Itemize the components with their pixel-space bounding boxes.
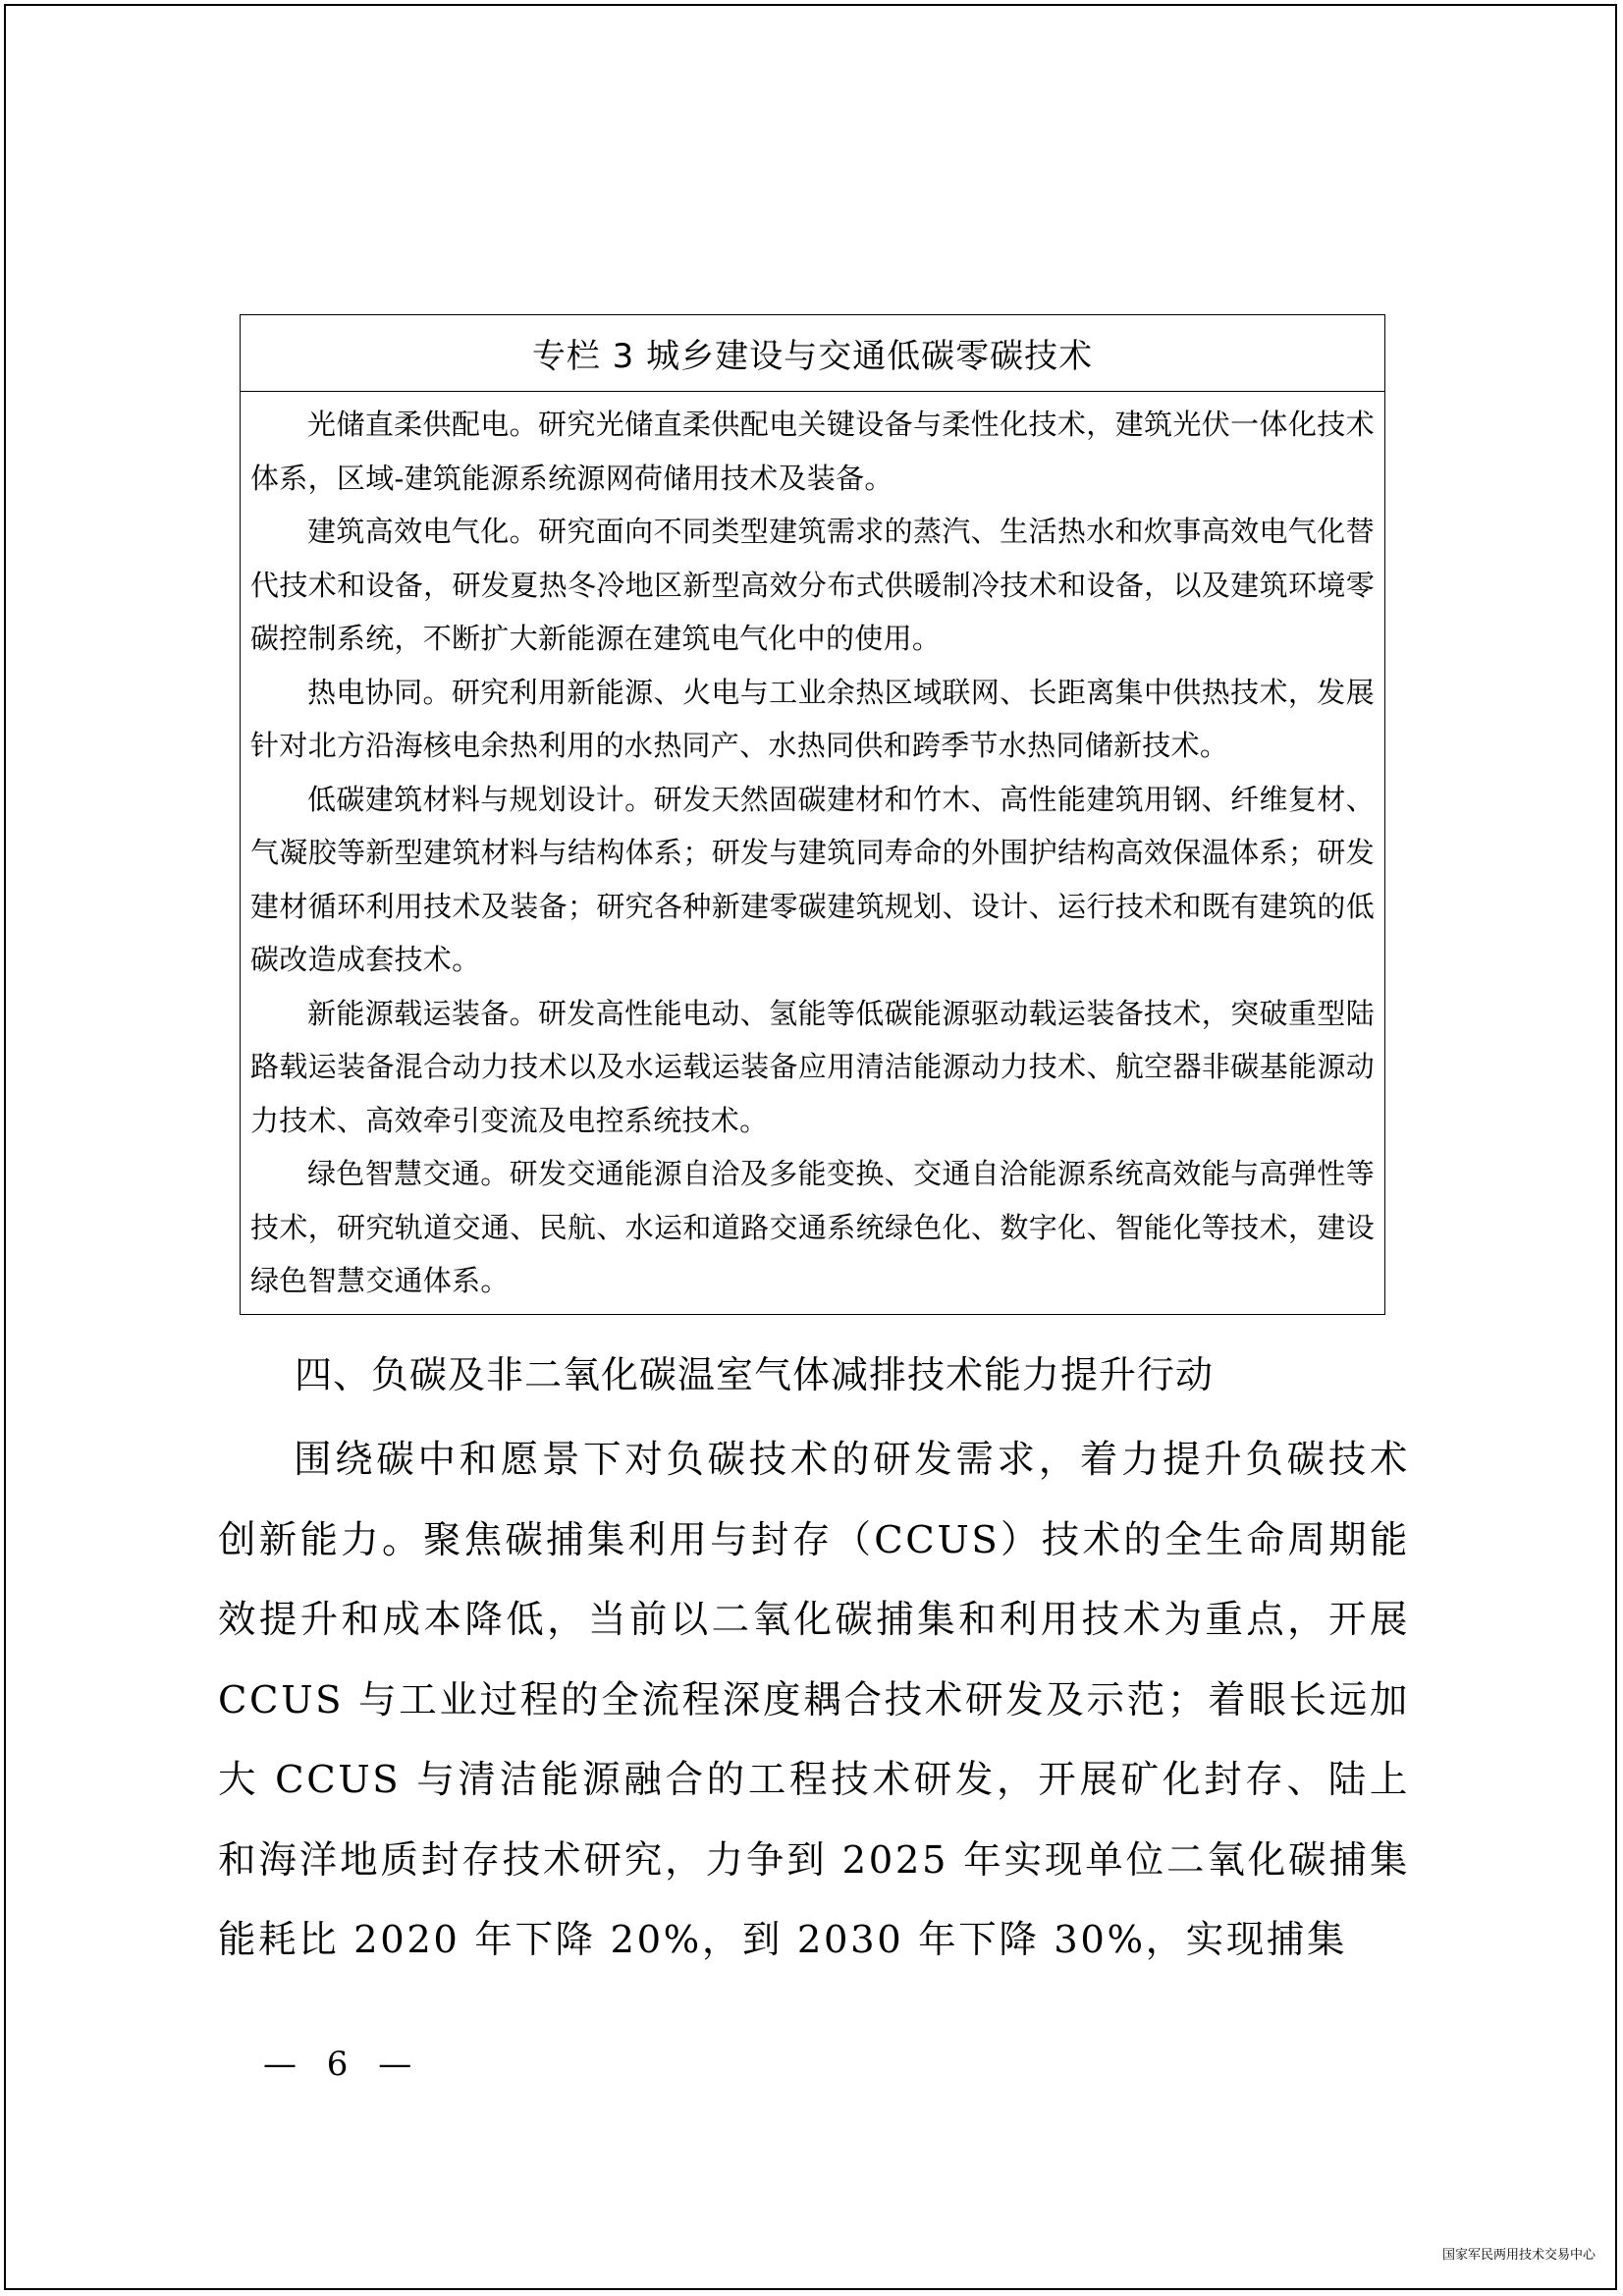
box-title: 专栏 3 城乡建设与交通低碳零碳技术 [241, 315, 1384, 392]
body-paragraph: 围绕碳中和愿景下对负碳技术的研发需求，着力提升负碳技术创新能力。聚焦碳捕集利用与封存（CCUS）技术的全生命周期能效提升和成本降低，当前以二氧化碳捕集和利用技术为重点，开展 CCUS 与工业过程的全流程深度耦合技术研发及示范；着眼长远加大 CCUS 与清洁能源融合的工程技术研发，开展矿化封存、陆上和海洋地质封存技术研究，力争到 2025 年实现单位二氧化碳捕集能耗比 2020 年下降 20%，到 2030 年下降 30%，实现捕集 [218, 1438, 1410, 1962]
box-body [241, 392, 1384, 1308]
box-paragraph: 光储直柔供配电。研究光储直柔供配电关键设备与柔性化技术，建筑光伏一体化技术体系，区域-建筑能源系统源网荷储用技术及装备。 [250, 408, 1375, 495]
sidebar-box [240, 314, 1385, 1315]
page-number: — 6 — [263, 2045, 422, 2084]
box-paragraph: 热电协同。研究利用新能源、火电与工业余热区域联网、长距离集中供热技术，发展针对北方沿海核电余热利用的水热同产、水热同供和跨季节水热同储新技术。 [250, 675, 1375, 762]
box-paragraph: 绿色智慧交通。研发交通能源自洽及多能变换、交通自洽能源系统高效能与高弹性等技术，研究轨道交通、民航、水运和道路交通系统绿色化、数字化、智能化等技术，建设绿色智慧交通体系。 [250, 1157, 1375, 1297]
box-paragraph: 建筑高效电气化。研究面向不同类型建筑需求的蒸汽、生活热水和炊事高效电气化替代技术和设备，研发夏热冬冷地区新型高效分布式供暖制冷技术和设备，以及建筑环境零碳控制系统，不断扩大新能源在建筑电气化中的使用。 [250, 515, 1375, 655]
box-paragraph: 新能源载运装备。研发高性能电动、氢能等低碳能源驱动载运装备技术，突破重型陆路载运装备混合动力技术以及水运载运装备应用清洁能源动力技术、航空器非碳基能源动力技术、高效牵引变流及电控系统技术。 [250, 996, 1375, 1137]
box-paragraph: 低碳建筑材料与规划设计。研发天然固碳建材和竹木、高性能建筑用钢、纤维复材、气凝胶等新型建筑材料与结构体系；研发与建筑同寿命的外围护结构高效保温体系；研发建材循环利用技术及装备；研究各种新建零碳建筑规划、设计、运行技术和既有建筑的低碳改造成套技术。 [250, 782, 1375, 976]
footer-source-label: 国家军民两用技术交易中心 [1441, 2248, 1596, 2263]
section-heading: 四、负碳及非二氧化碳温室气体减排技术能力提升行动 [295, 1353, 1215, 1396]
